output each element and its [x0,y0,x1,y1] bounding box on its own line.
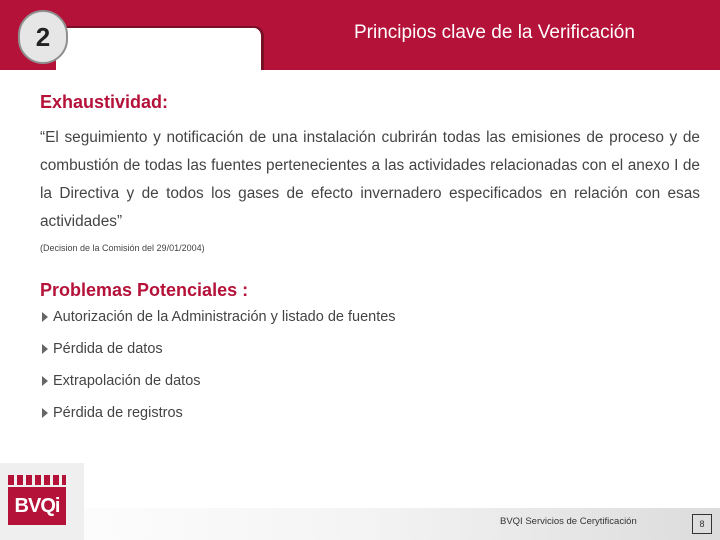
section-title-exhaustividad: Exhaustividad: [40,92,169,112]
bullet-arrow-icon [42,312,48,322]
bullet-arrow-icon [42,408,48,418]
section-title-problemas: Problemas Potenciales : [40,280,249,300]
list-item [42,341,163,357]
list-item [42,405,183,421]
slide-title: Principios clave de la Verificación [354,22,635,43]
logo-stripes [8,475,66,485]
bvqi-logo: BVQi [8,487,66,525]
bullet-arrow-icon [42,344,48,354]
list-item-label: Extrapolación de datos [53,373,201,389]
page-number: 8 [692,514,712,534]
list-item-label: Pérdida de datos [53,341,163,357]
bullet-arrow-icon [42,376,48,386]
footer-company: BVQI Servicios de Cerytificación [500,516,637,527]
list-item-label: Pérdida de registros [53,405,183,421]
regulation-quote: “El seguimiento y notificación de una instalación cubrirán todas las emisiones de proceso y de combustión de todas las fuentes pertenecientes a las actividades relacionadas con el anexo I de la Directiva y de todos los gases de efecto invernadero especificados en relación con esas actividades” [40,129,700,230]
citation: (Decision de la Comisión del 29/01/2004) [40,243,205,253]
list-item [42,309,396,325]
list-item-label: Autorización de la Administración y listado de fuentes [53,309,396,325]
header-tab [56,26,264,70]
list-item [42,373,201,389]
slide-number-badge: 2 [18,10,68,64]
